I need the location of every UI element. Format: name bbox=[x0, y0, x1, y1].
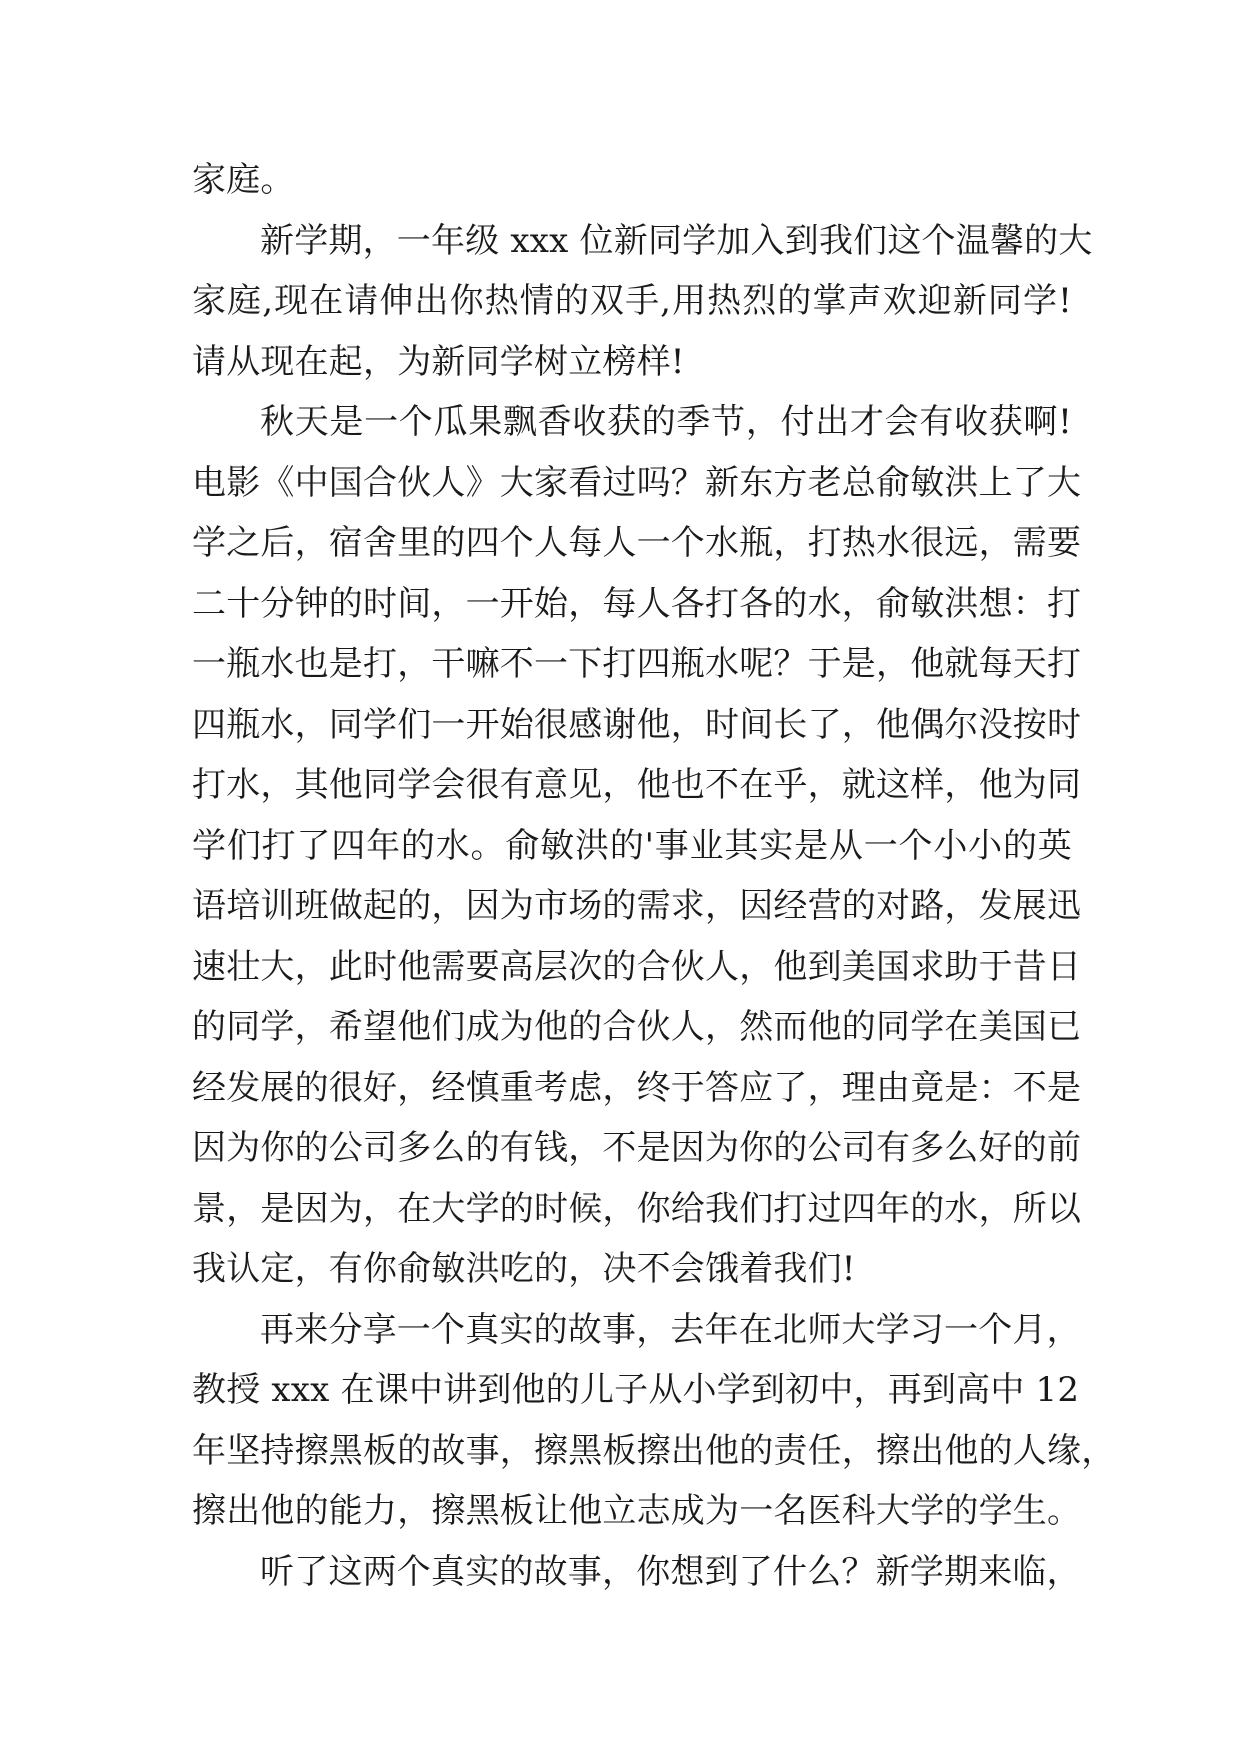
text-line: 打水，其他同学会很有意见，他也不在乎，就这样，他为同 bbox=[192, 765, 1082, 805]
text-line: 速壮大，此时他需要高层次的合伙人，他到美国求助于昔日 bbox=[192, 946, 1082, 987]
text-line: 电影《中国合伙人》大家看过吗？新东方老总俞敏洪上了大 bbox=[192, 462, 1082, 503]
text-line: 因为你的公司多么的有钱，不是因为你的公司有多么好的前 bbox=[192, 1128, 1082, 1168]
text-line: 景，是因为，在大学的时候，你给我们打过四年的水，所以 bbox=[192, 1188, 1082, 1229]
text-line: 教授 xxx 在课中讲到他的儿子从小学到初中，再到高中 12 bbox=[192, 1370, 1080, 1410]
text-line: 学们打了四年的水。俞敏洪的'事业其实是从一个小小的英 bbox=[192, 825, 1072, 866]
text-line: 年坚持擦黑板的故事，擦黑板擦出他的责任，擦出他的人缘， bbox=[192, 1430, 1116, 1471]
text-line: 经发展的很好，经慎重考虑，终于答应了，理由竟是：不是 bbox=[192, 1067, 1082, 1108]
text-line: 我认定，有你俞敏洪吃的，决不会饿着我们! bbox=[192, 1249, 856, 1289]
text-line: 学之后，宿舍里的四个人每人一个水瓶，打热水很远，需要 bbox=[192, 523, 1082, 563]
text-line: 二十分钟的时间，一开始，每人各打各的水，俞敏洪想：打 bbox=[192, 583, 1082, 624]
text-line: 四瓶水，同学们一开始很感谢他，时间长了，他偶尔没按时 bbox=[192, 704, 1082, 745]
text-line: 语培训班做起的，因为市场的需求，因经营的对路，发展迅 bbox=[192, 886, 1082, 926]
text-line: 家庭。 bbox=[192, 160, 295, 200]
text-line: 听了这两个真实的故事，你想到了什么？新学期来临， bbox=[260, 1551, 1081, 1592]
text-line: 家庭,现在请伸出你热情的双手,用热烈的掌声欢迎新同学! bbox=[192, 281, 1072, 321]
text-line: 擦出他的能力，擦黑板让他立志成为一名医科大学的学生。 bbox=[192, 1491, 1082, 1531]
text-line: 新学期，一年级 xxx 位新同学加入到我们这个温馨的大 bbox=[260, 220, 1093, 261]
text-line: 的同学，希望他们成为他的合伙人，然而他的同学在美国已 bbox=[192, 1007, 1082, 1047]
text-line: 请从现在起，为新同学树立榜样! bbox=[192, 341, 685, 382]
body-text bbox=[192, 150, 1116, 1602]
text-line: 再来分享一个真实的故事，去年在北师大学习一个月， bbox=[260, 1309, 1081, 1350]
text-line: 一瓶水也是打，干嘛不一下打四瓶水呢？于是，他就每天打 bbox=[192, 644, 1082, 684]
text-line: 秋天是一个瓜果飘香收获的季节，付出才会有收获啊! bbox=[260, 402, 1072, 442]
